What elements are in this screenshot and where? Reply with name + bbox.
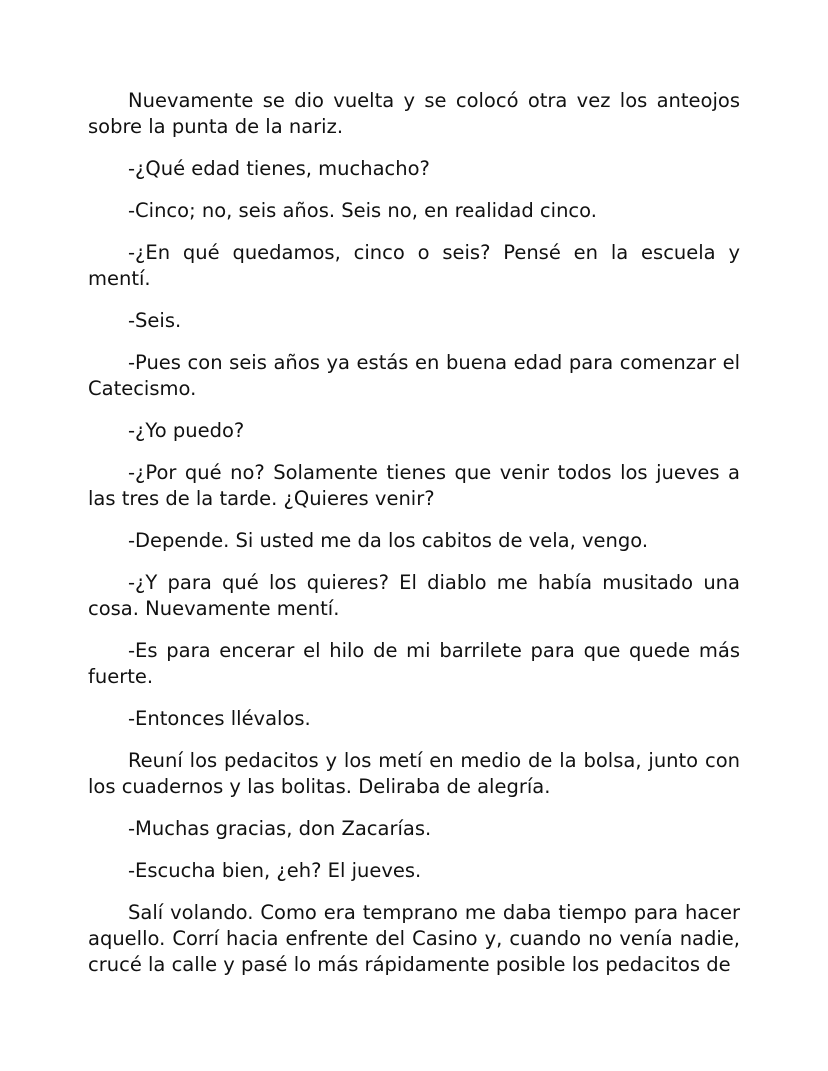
- paragraph: -¿En qué quedamos, cinco o seis? Pensé en la escuela y mentí.: [88, 241, 740, 290]
- paragraph: -¿Y para qué los quieres? El diablo me había musitado una cosa. Nuevamente mentí.: [88, 571, 740, 620]
- paragraph: -¿Yo puedo?: [128, 419, 245, 442]
- paragraph: -Depende. Si usted me da los cabitos de vela, vengo.: [128, 529, 649, 552]
- paragraph: Nuevamente se dio vuelta y se colocó otra vez los anteojos sobre la punta de la nariz.: [88, 89, 740, 138]
- paragraph: -Escucha bien, ¿eh? El jueves.: [128, 859, 422, 882]
- paragraph: -Es para encerar el hilo de mi barrilete para que quede más fuerte.: [88, 639, 740, 688]
- paragraph: Reuní los pedacitos y los metí en medio de la bolsa, junto con los cuadernos y las bolitas. Deliraba de alegría.: [88, 749, 740, 798]
- paragraph: -Cinco; no, seis años. Seis no, en realidad cinco.: [128, 199, 597, 222]
- document-page: [88, 88, 740, 994]
- paragraph: -Entonces llévalos.: [128, 707, 311, 730]
- paragraph: -Seis.: [128, 309, 182, 332]
- paragraph: -Pues con seis años ya estás en buena edad para comenzar el Catecismo.: [88, 351, 740, 400]
- paragraph: Salí volando. Como era temprano me daba tiempo para hacer aquello. Corrí hacia enfrente del Casino y, cuando no venía nadie, crucé la calle y pasé lo más rápidamente posible los pedacitos de: [88, 901, 740, 976]
- paragraph: -¿Por qué no? Solamente tienes que venir todos los jueves a las tres de la tarde. ¿Quieres venir?: [88, 461, 740, 510]
- paragraph: -Muchas gracias, don Zacarías.: [128, 817, 432, 840]
- paragraph: -¿Qué edad tienes, muchacho?: [128, 157, 430, 180]
